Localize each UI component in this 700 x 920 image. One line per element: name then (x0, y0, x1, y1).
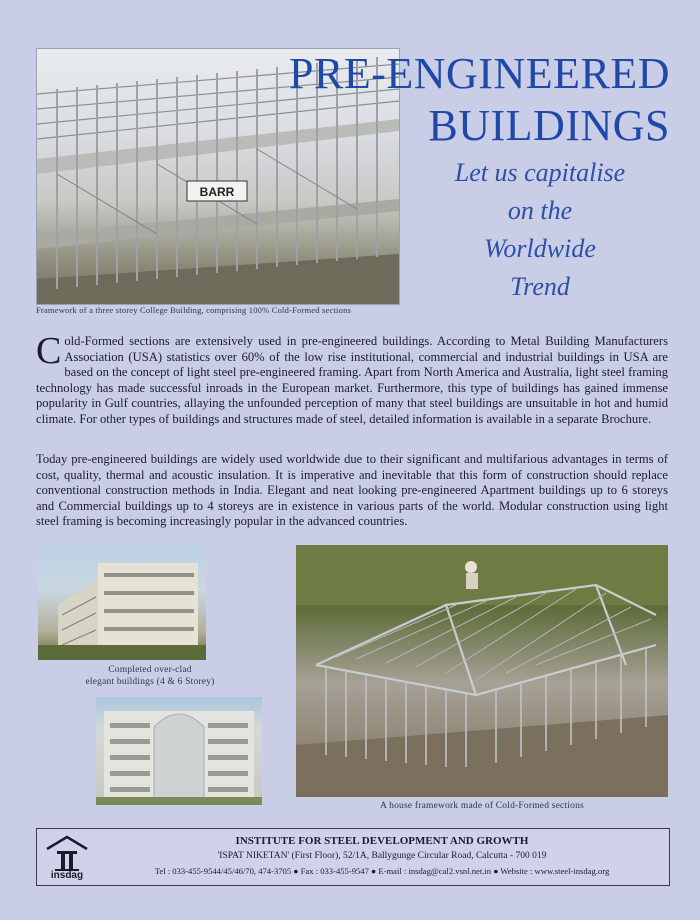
tagline-line2: on the (507, 196, 573, 225)
apartment-building-photo-2 (96, 697, 262, 805)
body-paragraph-2: Today pre-engineered buildings are widely used worldwide due to their significant and multifarious advantages in terms of cost, quality, thermal and acoustic insulation. It is imperative and inevitable that this form of construction should replace conventional construction methods in India. Elegant and neat looking pre-engineered Apartment buildings up to 6 storeys and Commercial buildings up to 4 storeys are in existence in various parts of the world. Modular construction using light steel framing is becoming increasingly popular in the advanced countries. (36, 452, 668, 529)
body-paragraph-1-text: old-Formed sections are extensively used in pre-engineered buildings. According to Metal Building Manufacturers Association (USA) statistics over 60% of the low rise institutional, commercial and industrial buildings in USA are based on the concept of light steel pre-engineered framing. Apart from North America and Australia, light steel framing technology has made successful inroads in the European market. Furthermore, this type of buildings has gained immense popularity in Gulf countries, allaying the unfounded perception of many that steel buildings are unsuitable in hot and humid climate. For other types of buildings and structures made of steel, detailed information is available in a separate Brochure. (36, 334, 668, 426)
left-photos-caption-line1: Completed over-clad (108, 665, 192, 675)
left-photos-caption-line2: elegant buildings (4 & 6 Storey) (85, 677, 215, 687)
footer-org-name: INSTITUTE FOR STEEL DEVELOPMENT AND GROWTH (235, 835, 529, 847)
footer-contact: Tel : 033-455-9544/45/46/70, 474-3705 ● Fax : 033-455-9547 ● E-mail : insdag@cal2.vsnl.net.in ● Website : www.steel-insdag.org (154, 866, 610, 876)
logo-text: insdag (50, 870, 84, 881)
drop-cap: C (36, 330, 62, 372)
house-framework-photo (296, 545, 668, 797)
house-photo-caption: A house framework made of Cold-Formed sections (380, 801, 584, 811)
tagline-line4: Trend (510, 272, 570, 301)
apartment-building-photo-1 (38, 545, 206, 660)
footer-box (36, 828, 670, 886)
page-title-line2: BUILDINGS (428, 101, 670, 150)
tagline-line3: Worldwide (484, 234, 596, 263)
house-framework-illustration (296, 545, 668, 797)
barr-sign: BARR (199, 185, 235, 199)
tagline-line1: Let us capitalise (454, 158, 626, 187)
insdag-logo (43, 833, 91, 881)
apartment-building-illustration-2 (96, 697, 262, 805)
page-title-line1: PRE-ENGINEERED (289, 49, 670, 98)
footer-address: 'ISPAT NIKETAN' (First Floor), 52/1A, Ballygunge Circular Road, Calcutta - 700 019 (217, 851, 547, 861)
apartment-building-illustration-1 (38, 545, 206, 660)
top-photo-caption: Framework of a three storey College Building, comprising 100% Cold-Formed sections (36, 305, 352, 315)
body-paragraph-1 (36, 330, 668, 428)
